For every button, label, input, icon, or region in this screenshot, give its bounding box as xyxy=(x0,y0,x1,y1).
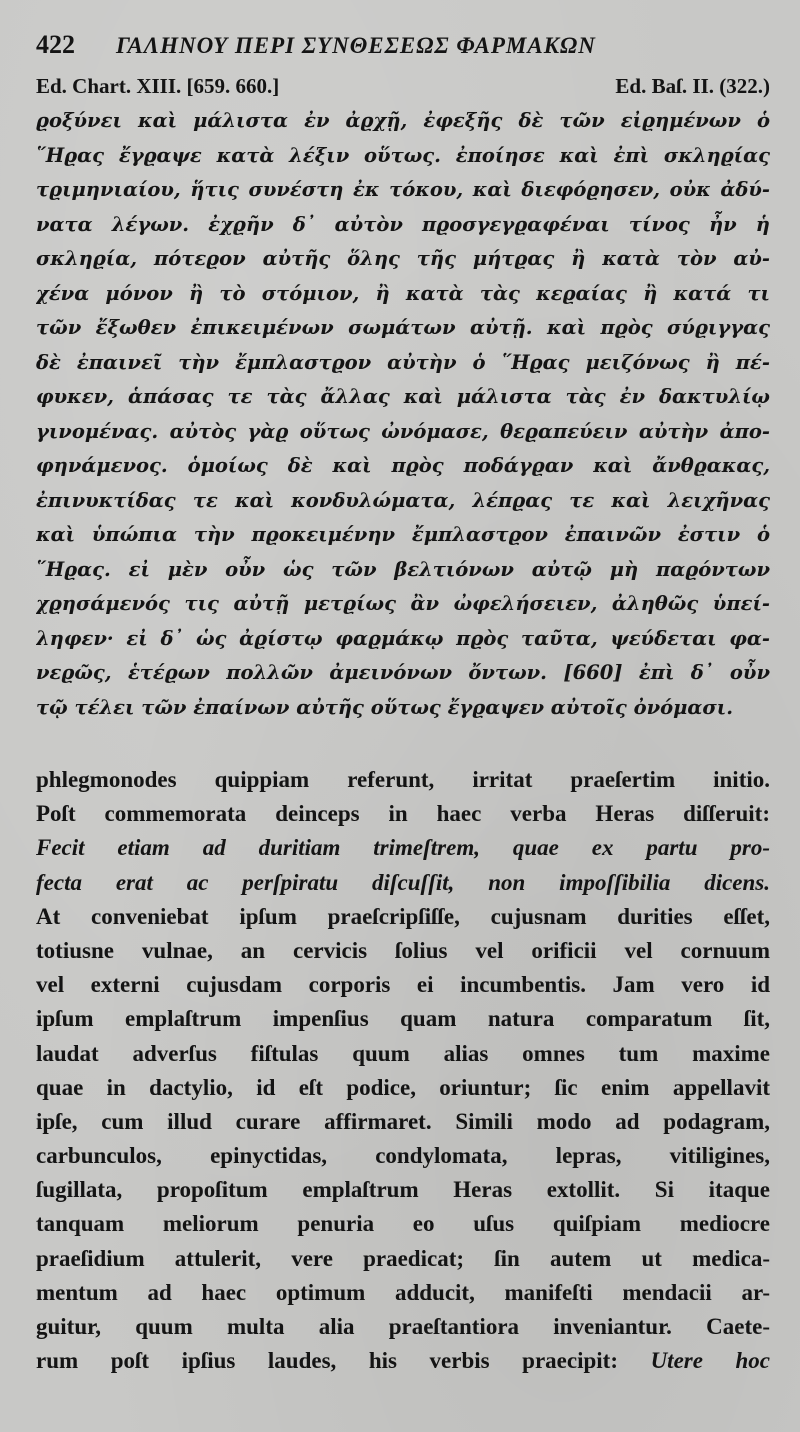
text-segment: At conveniebat ipſum praeſcripſiſſe, cujusnam durities eſſet, xyxy=(36,903,770,929)
greek-text-line: ἐπινυκτίδας τε καὶ κονδυλώματα, λέπϱας τε καὶ λειχῆνας xyxy=(36,488,770,512)
latin-text-line xyxy=(36,1344,770,1378)
latin-text-line xyxy=(36,1071,770,1105)
greek-text-line: χένα μόνον ἢ τὸ στόμιον, ἢ κατὰ τὰς κεϱαίας ἢ κατά τι xyxy=(36,281,770,305)
text-segment: quae in dactylio, id eſt podice, oriuntur; ſic enim appellavit xyxy=(36,1074,770,1100)
latin-text-line xyxy=(36,1310,770,1344)
latin-text-line xyxy=(36,1139,770,1173)
latin-text-line xyxy=(36,1105,770,1139)
greek-text-line: ϱοξύνει καὶ μάλιστα ἐν ἀϱχῇ, ἐφεξῆς δὲ τῶν εἰϱημένων ὁ xyxy=(36,109,770,132)
text-segment: phlegmonodes quippiam referunt, irritat praeſertim initio. xyxy=(36,767,770,792)
greek-text-line: ῞Ηϱας ἔγϱαψε κατὰ λέξιν οὕτως. ἐποίησε καὶ ἐπὶ σκληϱίας xyxy=(36,143,770,167)
latin-text-line xyxy=(36,1276,770,1310)
greek-text-line: νεϱῶς, ἑτέϱων πολλῶν ἀμεινόνων ὄντων. [660] ἐπὶ δ᾽ οὖν xyxy=(36,661,770,684)
latin-text-line xyxy=(36,1207,770,1241)
text-segment: tanquam meliorum penuria eo uſus quiſpiam mediocre xyxy=(36,1211,770,1237)
greek-text-line: καὶ ὑπώπια τὴν πϱοκειμένην ἔμπλαστϱον ἐπαινῶν ἐστιν ὁ xyxy=(36,523,770,546)
text-segment: praeſidium attulerit, vere praedicat; ſin autem ut medica- xyxy=(36,1245,770,1271)
latin-text-line xyxy=(36,831,770,865)
greek-text-line: τῶν ἔξωθεν ἐπικειμένων σωμάτων αὐτῇ. καὶ πϱὸς σύϱιγγας xyxy=(36,316,770,339)
italic-text-segment: Fecit etiam ad duritiam trimeſtrem, quae ex partu pro- xyxy=(36,835,770,861)
latin-text-line xyxy=(36,763,770,797)
page-number: 422 xyxy=(36,30,75,59)
text-segment: rum poſt ipſius laudes, his verbis praecipit: xyxy=(36,1348,651,1374)
greek-text-line: φηνάμενος. ὁμοίως δὲ καὶ πϱὸς ποδάγϱαν καὶ ἄνθϱακας, xyxy=(36,454,770,477)
greek-text-block xyxy=(36,104,770,725)
italic-text-segment: Utere hoc xyxy=(650,1348,770,1374)
text-segment: totiusne vulnae, an cervicis ſolius vel orificii vel cornuum xyxy=(36,937,770,963)
greek-text-line: τϱιμηνιαίου, ἥτις συνέστη ἐκ τόκου, καὶ διεφόϱησεν, οὐκ ἀδύ- xyxy=(36,178,770,201)
running-title: ΓΑΛΗΝΟΥ ΠΕΡΙ ΣΥΝΘΕΣΕΩΣ ΦΑΡΜΑΚΩΝ xyxy=(116,33,596,58)
italic-text-segment: fecta erat ac perſpiratu diſcuſſit, non impoſſibilia dicens. xyxy=(36,869,770,895)
edition-reference-left: Ed. Chart. XIII. [659. 660.] xyxy=(36,74,280,98)
greek-text-line: σκληϱία, πότεϱον αὐτῆς ὅλης τῆς μήτϱας ἢ κατὰ τὸν αὐ- xyxy=(36,247,770,270)
latin-text-line xyxy=(36,1173,770,1207)
running-head xyxy=(36,30,770,70)
text-segment: laudat adverſus fiſtulas quum alias omnes tum maxime xyxy=(36,1040,770,1066)
latin-text-line xyxy=(36,1037,770,1071)
text-segment: mentum ad haec optimum adducit, manifeſti mendacii ar- xyxy=(36,1279,770,1305)
latin-text-line xyxy=(36,1242,770,1276)
latin-text-line xyxy=(36,1002,770,1036)
text-segment: Poſt commemorata deinceps in haec verba Heras diſſeruit: xyxy=(36,801,770,827)
latin-text-line xyxy=(36,934,770,968)
edition-reference-line xyxy=(36,74,770,104)
greek-text-line: δὲ ἐπαινεῖ τὴν ἔμπλαστϱον αὐτὴν ὁ ῞Ηϱας μειζόνως ἢ πέ- xyxy=(36,350,770,374)
greek-text-line: ῞Ηϱας. εἰ μὲν οὖν ὡς τῶν βελτιόνων αὐτῷ μὴ παϱόντων xyxy=(36,557,770,581)
latin-text-line xyxy=(36,866,770,900)
greek-text-line: χϱησάμενός τις αὐτῇ μετϱίως ἂν ὠφελήσειεν, ἀληθῶς ὑπεί- xyxy=(36,592,770,615)
text-segment: vel externi cujusdam corporis ei incumbentis. Jam vero id xyxy=(36,972,770,998)
edition-reference-right: Ed. Baſ. II. (322.) xyxy=(615,74,770,98)
greek-text-line: γινομένας. αὐτὸς γὰϱ οὕτως ὠνόμασε, θεϱαπεύειν αὐτὴν ἀπο- xyxy=(36,419,770,443)
greek-text-line: νατα λέγων. ἐχϱῆν δ᾽ αὐτὸν πϱοσγεγϱαφέναι τίνος ἦν ἡ xyxy=(36,212,770,236)
text-segment: ſugillata, propoſitum emplaſtrum Heras extollit. Si itaque xyxy=(36,1177,770,1203)
text-segment: ipſe, cum illud curare affirmaret. Simili modo ad podagram, xyxy=(36,1108,770,1134)
latin-text-line xyxy=(36,900,770,934)
greek-text-line: τῷ τέλει τῶν ἐπαίνων αὐτῆς οὕτως ἔγϱαψεν αὐτοῖς ὀνόμασι. xyxy=(36,695,733,719)
greek-text-line: φυκεν, ἁπάσας τε τὰς ἄλλας καὶ μάλιστα τὰς ἐν δακτυλίῳ xyxy=(36,385,770,408)
text-segment: guitur, quum multa alia praeſtantiora inveniantur. Caete- xyxy=(36,1314,770,1339)
latin-text-line xyxy=(36,797,770,831)
latin-text-line xyxy=(36,968,770,1002)
text-segment: ipſum emplaſtrum impenſius quam natura comparatum ſit, xyxy=(36,1006,770,1032)
text-segment: carbunculos, epinyctidas, condylomata, lepras, vitiligines, xyxy=(36,1143,770,1169)
greek-text-line: ληφεν· εἰ δ᾽ ὡς ἀϱίστῳ φαϱμάκῳ πϱὸς ταῦτα, ψεύδεται φα- xyxy=(36,626,770,650)
latin-text-block xyxy=(36,763,770,1378)
